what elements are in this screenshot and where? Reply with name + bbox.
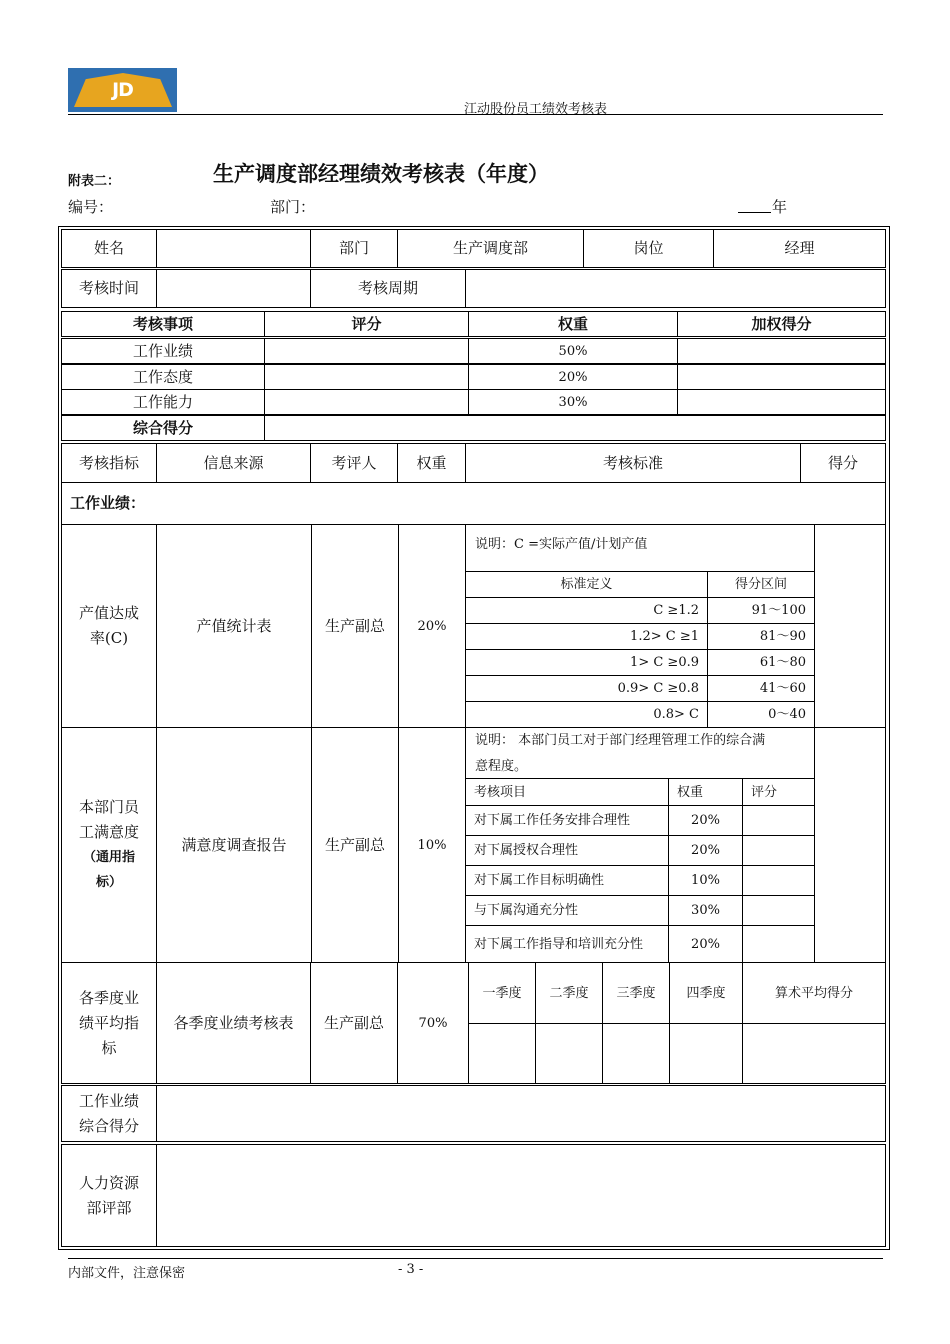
detail-header-indicator: 考核指标 <box>61 443 157 483</box>
quarterly-indicator-line: 各季度业 <box>78 988 139 1007</box>
quarterly-indicator <box>61 962 157 1084</box>
summary-row-item: 工作态度 <box>61 364 265 390</box>
satisfaction-general-tag: （通用指 <box>82 850 135 865</box>
perf-total-label-line: 工作业绩 <box>78 1091 139 1110</box>
summary-row-item: 工作业绩 <box>61 338 265 364</box>
summary-header-weighted: 加权得分 <box>677 311 886 337</box>
summary-header-weight: 权重 <box>468 311 678 337</box>
detail-header-weight: 权重 <box>397 443 466 483</box>
output-rate-def: 1> C ≥0.9 <box>465 649 708 676</box>
satisfaction-col-item: 考核项目 <box>465 778 669 806</box>
satisfaction-note: 意程度。 <box>475 759 528 774</box>
summary-header-score: 评分 <box>264 311 469 337</box>
quarter-header: 四季度 <box>669 962 743 1024</box>
hr-review-label <box>61 1144 157 1247</box>
detail-header-standard: 考核标准 <box>465 443 801 483</box>
output-rate-reviewer: 生产副总 <box>311 524 399 728</box>
output-rate-def: 0.8> C <box>465 701 708 728</box>
header-divider <box>68 114 883 115</box>
quarterly-source: 各季度业绩考核表 <box>156 962 311 1084</box>
info-dept-value: 生产调度部 <box>397 229 584 268</box>
summary-total-value[interactable] <box>264 415 886 441</box>
satisfaction-item-weight: 20% <box>668 835 743 866</box>
summary-row-score[interactable] <box>264 338 469 364</box>
satisfaction-item-weight: 30% <box>668 895 743 926</box>
page-number: - 3 - <box>398 1262 424 1277</box>
satisfaction-note: 说明： 本部门员工对于部门经理管理工作的综合满 <box>475 733 766 748</box>
output-rate-score[interactable] <box>814 524 886 728</box>
output-rate-def: 1.2> C ≥1 <box>465 623 708 650</box>
satisfaction-indicator-line: 本部门员 <box>78 798 139 816</box>
number-label: 编号： <box>68 198 114 216</box>
review-period-value[interactable] <box>465 269 886 308</box>
logo-mark: JD <box>112 79 133 101</box>
review-time-label: 考核时间 <box>61 269 157 308</box>
satisfaction-item: 与下属沟通充分性 <box>465 895 669 926</box>
footer-confidential: 内部文件，注意保密 <box>68 1266 186 1281</box>
output-rate-col-def: 标准定义 <box>465 571 708 598</box>
output-rate-source: 产值统计表 <box>156 524 312 728</box>
summary-row-score[interactable] <box>264 389 469 415</box>
summary-row-weight: 30% <box>468 389 678 415</box>
name-value[interactable] <box>156 229 311 268</box>
satisfaction-item-score[interactable] <box>742 805 815 836</box>
satisfaction-item-score[interactable] <box>742 865 815 896</box>
quarter-score-cell[interactable] <box>535 1023 603 1084</box>
quarter-header: 一季度 <box>468 962 536 1024</box>
section-work-performance: 工作业绩： <box>61 482 886 525</box>
hr-review-value[interactable] <box>156 1144 886 1247</box>
quarterly-reviewer: 生产副总 <box>310 962 398 1084</box>
page-title: 生产调度部经理绩效考核表（年度） <box>213 162 549 186</box>
satisfaction-item-score[interactable] <box>742 925 815 963</box>
output-rate-range: 61～80 <box>707 649 815 676</box>
output-rate-range: 41～60 <box>707 675 815 702</box>
summary-row-score[interactable] <box>264 364 469 390</box>
name-label: 姓名 <box>61 229 157 268</box>
output-rate-indicator <box>61 524 157 728</box>
satisfaction-col-score: 评分 <box>742 778 815 806</box>
quarterly-indicator-line: 绩平均指 <box>78 1013 139 1032</box>
detail-header-reviewer: 考评人 <box>310 443 398 483</box>
quarter-header: 三季度 <box>602 962 670 1024</box>
quarterly-weight: 70% <box>397 962 469 1084</box>
satisfaction-col-weight: 权重 <box>668 778 743 806</box>
satisfaction-item-weight: 20% <box>668 805 743 836</box>
footer-divider <box>68 1258 883 1259</box>
summary-row-item: 工作能力 <box>61 389 265 415</box>
year-label: 年 <box>772 198 788 216</box>
satisfaction-item-weight: 10% <box>668 865 743 896</box>
hr-review-label-line: 人力资源 <box>78 1173 139 1192</box>
output-rate-range: 81～90 <box>707 623 815 650</box>
satisfaction-general-tag: 标） <box>95 875 122 890</box>
position-label: 岗位 <box>583 229 714 268</box>
review-time-value[interactable] <box>156 269 311 308</box>
output-rate-note: 说明：C =实际产值/计划产值 <box>475 537 648 552</box>
satisfaction-weight: 10% <box>398 727 466 963</box>
summary-row-weighted[interactable] <box>677 338 886 364</box>
info-dept-label: 部门 <box>310 229 398 268</box>
department-label: 部门： <box>270 198 316 216</box>
output-rate-indicator-text: 产值达成率(C) <box>78 604 139 647</box>
perf-total-value[interactable] <box>156 1085 886 1142</box>
quarter-score-cell[interactable] <box>468 1023 536 1084</box>
satisfaction-score[interactable] <box>814 727 886 963</box>
output-rate-weight: 20% <box>398 524 466 728</box>
review-period-label: 考核周期 <box>310 269 466 308</box>
year-blank <box>738 212 771 213</box>
satisfaction-item: 对下属工作指导和培训充分性 <box>465 925 669 963</box>
satisfaction-item-weight: 20% <box>668 925 743 963</box>
satisfaction-item: 对下属工作目标明确性 <box>465 865 669 896</box>
satisfaction-item-score[interactable] <box>742 835 815 866</box>
satisfaction-item: 对下属工作任务安排合理性 <box>465 805 669 836</box>
quarter-score-cell[interactable] <box>669 1023 743 1084</box>
average-score-header: 算术平均得分 <box>742 962 886 1024</box>
average-score-cell[interactable] <box>742 1023 886 1084</box>
quarterly-indicator-line: 标 <box>101 1038 117 1057</box>
satisfaction-indicator-line: 工满意度 <box>78 823 139 841</box>
perf-total-label-line: 综合得分 <box>78 1116 139 1135</box>
satisfaction-item-score[interactable] <box>742 895 815 926</box>
perf-total-label <box>61 1085 157 1142</box>
output-rate-col-range: 得分区间 <box>707 571 815 598</box>
summary-total-label: 综合得分 <box>61 415 265 441</box>
detail-header-source: 信息来源 <box>156 443 311 483</box>
output-rate-def: 0.9> C ≥0.8 <box>465 675 708 702</box>
document-header-title: 江动股份员工绩效考核表 <box>463 102 607 117</box>
summary-row-weight: 20% <box>468 364 678 390</box>
satisfaction-item: 对下属授权合理性 <box>465 835 669 866</box>
summary-header-item: 考核事项 <box>61 311 265 337</box>
output-rate-range: 91～100 <box>707 597 815 624</box>
satisfaction-indicator <box>61 727 157 963</box>
summary-row-weight: 50% <box>468 338 678 364</box>
summary-row-weighted[interactable] <box>677 389 886 415</box>
quarter-score-cell[interactable] <box>602 1023 670 1084</box>
quarter-header: 二季度 <box>535 962 603 1024</box>
position-value: 经理 <box>713 229 886 268</box>
hr-review-label-line: 部评部 <box>86 1198 132 1217</box>
summary-row-weighted[interactable] <box>677 364 886 390</box>
detail-header-score: 得分 <box>800 443 886 483</box>
satisfaction-reviewer: 生产副总 <box>311 727 399 963</box>
output-rate-def: C ≥1.2 <box>465 597 708 624</box>
appendix-label: 附表二： <box>68 174 121 189</box>
satisfaction-source: 满意度调查报告 <box>156 727 312 963</box>
company-logo <box>68 68 177 112</box>
output-rate-range: 0～40 <box>707 701 815 728</box>
